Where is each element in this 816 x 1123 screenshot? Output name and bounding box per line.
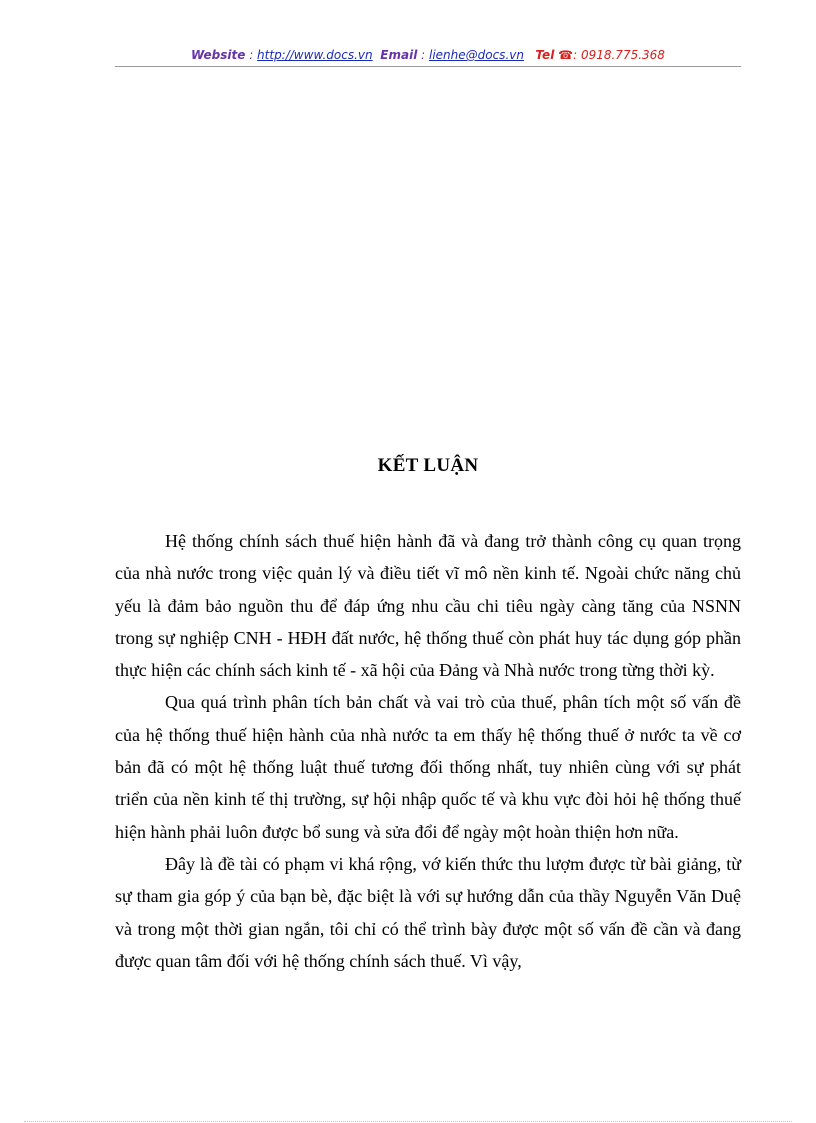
paragraph: Đây là đề tài có phạm vi khá rộng, vớ kiến thức thu lượm được từ bài giảng, từ sự tham gia góp ý của bạn bè, đặc biệt là với sự hướng dẫn của thầy Nguyễn Văn Duệ và trong một thời gian ngắn, tôi chỉ có thể trình bày được một số vấn đề cần và đang được quan tâm đối với hệ thống chính sách thuế. Vì vậy,	[115, 853, 741, 971]
page-footer-divider	[24, 1121, 792, 1122]
tel-value: : 0918.775.368	[573, 48, 665, 62]
paragraph: Hệ thống chính sách thuế hiện hành đã và đang trở thành công cụ quan trọng của nhà nước trong việc quản lý và điều tiết vĩ mô nền kinh tế. Ngoài chức năng chủ yếu là đảm bảo nguồn thu để đáp ứng nhu cầu chi tiêu ngày càng tăng của NSNN trong sự nghiệp CNH - HĐH đất nước, hệ thống thuế còn phát huy tác dụng góp phần thực hiện các chính sách kinh tế - xã hội của Đảng và Nhà nước trong từng thời kỳ.	[115, 531, 741, 681]
phone-icon: ☎	[558, 48, 574, 62]
email-separator: :	[417, 48, 429, 62]
paragraph: Qua quá trình phân tích bản chất và vai trò của thuế, phân tích một số vấn đề của hệ thống thuế hiện hành của nhà nước ta em thấy hệ thống thuế ở nước ta về cơ bản đã có một hệ thống luật thuế tương đối thống nhất, tuy nhiên cùng với sự phát triển của nền kinh tế thị trường, sự hội nhập quốc tế và khu vực đòi hỏi hệ thống thuế hiện hành phải luôn được bổ sung và sửa đổi để ngày một hoàn thiện hơn nữa.	[115, 692, 741, 842]
tel-label: Tel	[535, 48, 555, 62]
website-separator: :	[245, 48, 258, 62]
email-link[interactable]: lienhe@docs.vn	[428, 48, 524, 62]
website-label: Website	[191, 48, 246, 62]
page-title: KẾT LUẬN	[377, 455, 479, 476]
document-body	[115, 525, 741, 977]
header-divider	[115, 66, 741, 67]
email-label: Email	[380, 48, 418, 62]
website-link[interactable]: http://www.docs.vn	[257, 48, 373, 62]
page-header	[115, 47, 741, 63]
